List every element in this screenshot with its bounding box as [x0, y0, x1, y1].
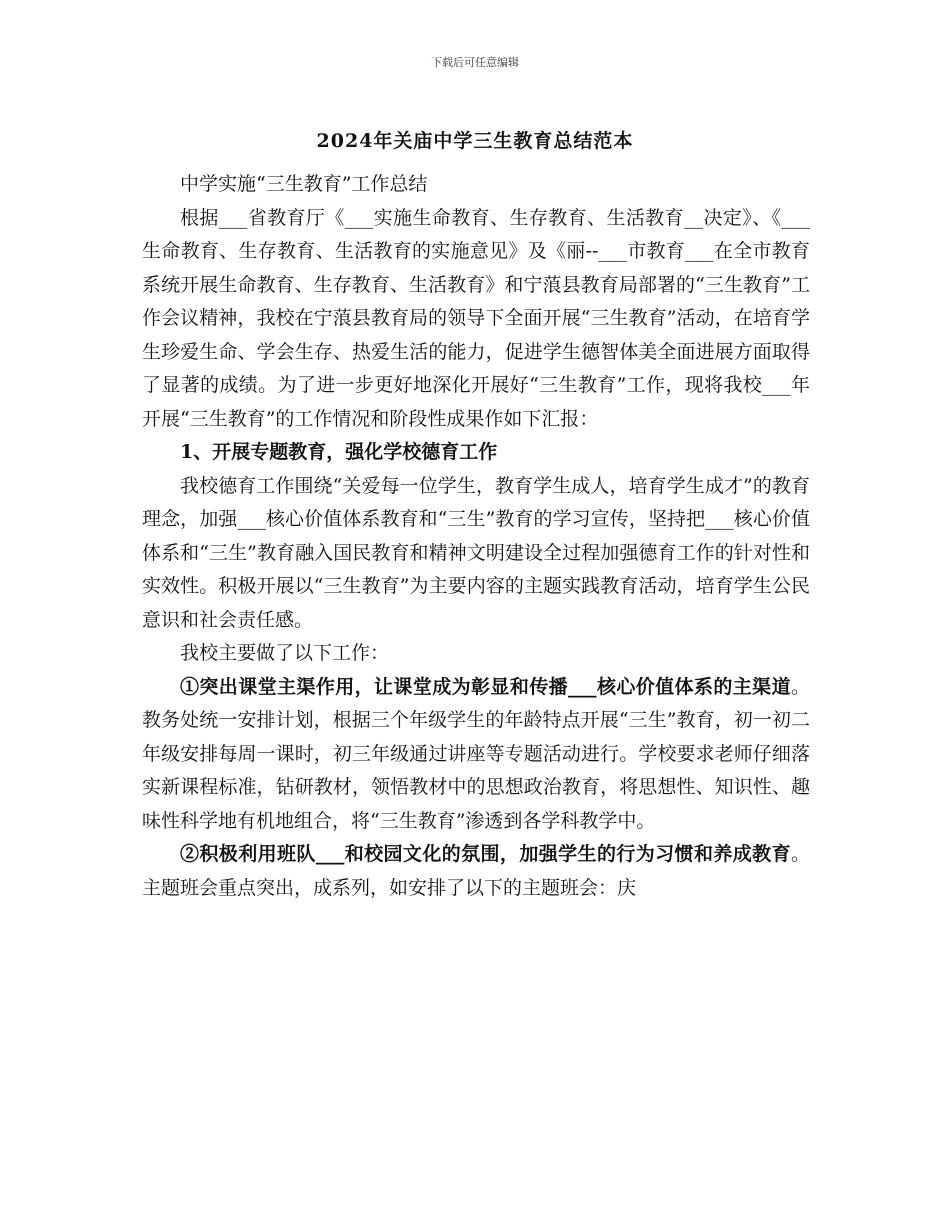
item-2-lead: ②积极利用班队___和校园文化的氛围，加强学生的行为习惯和养成教育: [180, 843, 791, 865]
section-heading-1: 1、开展专题教育，强化学校德育工作: [180, 441, 498, 463]
paragraph-item-1: [142, 671, 810, 839]
paragraph-moral-education: 我校德育工作围绕“关爱每一位学生，教育学生成人，培育学生成才”的教育理念，加强___核心价值体系教育和“三生”教育的学习宣传，坚持把___核心价值体系和“三生”教育融入国民教育和精神文明建设全过程加强德育工作的针对性和实效性。积极开展以“三生教育”为主要内容的主题实践教育活动，培育学生公民意识和社会责任感。: [142, 474, 810, 631]
item-1-text: 。教务处统一安排计划，根据三个年级学生的年龄特点开展“三生”教育，初一初二年级安排每周一课时，初三年级通过讲座等专题活动进行。学校要求老师仔细落实新课程标准，钻研教材，领悟教材中的思想政治教育，将思想性、知识性、趣味性科学地有机地组合，将“三生教育”渗透到各学科教学中。: [142, 675, 810, 832]
item-2-text: 。主题班会重点突出，成系列，如安排了以下的主题班会：庆: [142, 843, 810, 899]
document-body: [142, 168, 810, 905]
paragraph-intro: 根据___省教育厅《___实施生命教育、生存教育、生活教育__决定》、《___生命教育、生存教育、生活教育的实施意见》及《丽--___市教育___在全市教育系统开展生命教育、生存教育、生活教育》和宁蒗县教育局部署的“三生教育”工作会议精神，我校在宁蒗县教育局的领导下全面开展“三生教育”活动，在培育学生珍爱生命、学会生存、热爱生活的能力，促进学生德智体美全面进展方面取得了显著的成绩。为了进一步更好地深化开展好“三生教育”工作，现将我校___年开展“三生教育”的工作情况和阶段性成果作如下汇报：: [142, 206, 810, 430]
page-header: 下载后可任意编辑: [431, 56, 519, 69]
paragraph-work-list: 我校主要做了以下工作：: [180, 642, 390, 664]
document-title: 2024年关庙中学三生教育总结范本: [316, 130, 634, 152]
paragraph-subtitle: 中学实施“三生教育”工作总结: [180, 173, 428, 195]
paragraph-item-2: [142, 838, 810, 905]
item-1-lead: ①突出课堂主渠作用，让课堂成为彰显和传播___核心价值体系的主渠道: [180, 675, 791, 698]
